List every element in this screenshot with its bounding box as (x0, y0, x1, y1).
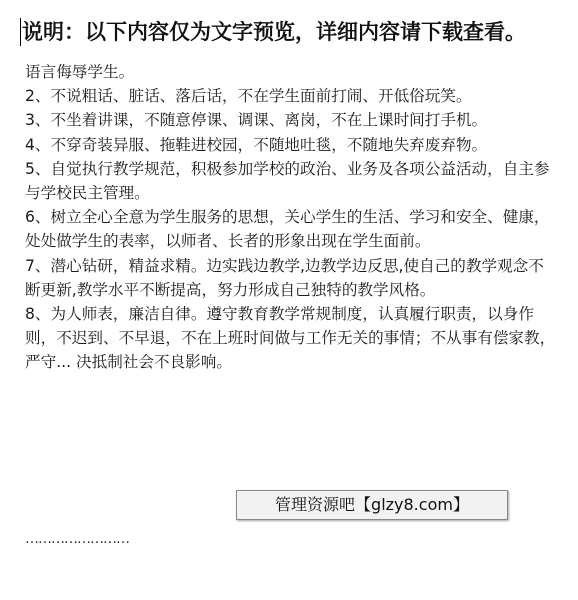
paragraph: 4、不穿奇装异服、拖鞋进校园，不随地吐毯，不随地失弃废弃物。 (25, 135, 488, 154)
preview-notice: 说明：以下内容仅为文字预览，详细内容请下载查看。 (22, 20, 526, 44)
paragraph: 8、为人师表，廉洁自律。遵守教育教学常规制度，认真履行职责，以身作则，不迟到、不早退，不在上班时间做与工作无关的事情；不从事有偿家教，严守... 决抵制社会不良影响。 (25, 305, 556, 372)
text-cursor (20, 18, 21, 46)
document-body (25, 60, 557, 375)
ellipsis-dots: …………………… (25, 531, 129, 547)
paragraph: 6、树立全心全意为学生服务的思想，关心学生的生活、学习和安全、健康，处处做学生的表率，以师者、长者的形象出现在学生面前。 (25, 208, 550, 251)
paragraph: 7、潜心钻研，精益求精。边实践边教学,边教学边反思,使自己的教学观念不断更新,教学水平不断提高，努力形成自己独特的教学风格。 (25, 256, 544, 299)
paragraph: 3、不坐着讲课，不随意停课、调课、离岗，不在上课时间打手机。 (25, 111, 488, 130)
paragraph: 2、不说粗话、脏话、落后话，不在学生面前打闹、开低俗玩笑。 (25, 87, 472, 106)
paragraph: 5、自觉执行教学规范，积极参加学校的政治、业务及各项公益活动，自主参与学校民主管理。 (25, 159, 550, 203)
watermark-banner: 管理资源吧【glzy8.com】 (236, 490, 508, 520)
paragraph: 语言侮辱学生。 (25, 63, 135, 81)
